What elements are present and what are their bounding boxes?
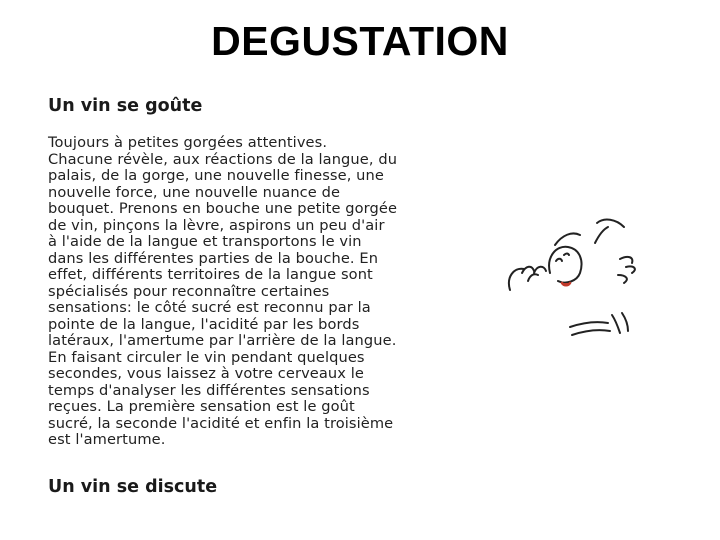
body-text-line: En faisant circuler le vin pendant quelques [48,348,365,366]
section-heading-discute: Un vin se discute [48,477,218,497]
body-text-line: est l'amertume. [48,431,166,448]
slide-title: DEGUSTATION [211,18,509,64]
section-heading-goute: Un vin se goûte [48,96,203,116]
body-text-line: effet, différents territoires de la langue sont [48,266,373,283]
body-text-line: dans les différentes parties de la bouche. En [48,249,379,267]
tasting-face-doodle-icon [500,215,650,345]
body-text-line: sucré, la seconde l'acidité et enfin la troisième [48,414,394,432]
body-text-line: palais, de la gorge, une nouvelle finesse, une [48,167,384,184]
lip-mark [562,283,570,285]
body-text-line: sensations: le côté sucré est reconnu par la [48,299,371,316]
body-text-line: spécialisés pour reconnaître certaines [48,282,330,300]
body-text-line: reçues. La première sensation est le goût [48,398,355,415]
body-text-line: temps d'analyser les différentes sensations [48,381,370,399]
body-text-line: secondes, vous laissez à votre cerveaux le [48,365,364,382]
doodle-strokes [509,220,635,335]
body-text-line: Toujours à petites gorgées attentives. [48,134,328,151]
body-text-line: pointe de la langue, l'acidité par les bords [48,315,360,333]
body-text-line: à l'aide de la langue et transportons le vin [48,233,362,250]
section-body-text [48,135,484,449]
body-text-line: nouvelle force, une nouvelle nuance de [48,183,341,201]
body-text-line: de vin, pinçons la lèvre, aspirons un peu d'air [48,216,385,234]
body-text-line: Chacune révèle, aux réactions de la langue, du [48,150,398,168]
body-text-line: bouquet. Prenons en bouche une petite gorgée [48,200,398,217]
body-text-line: latéraux, l'amertume par l'arrière de la langue. [48,332,397,349]
